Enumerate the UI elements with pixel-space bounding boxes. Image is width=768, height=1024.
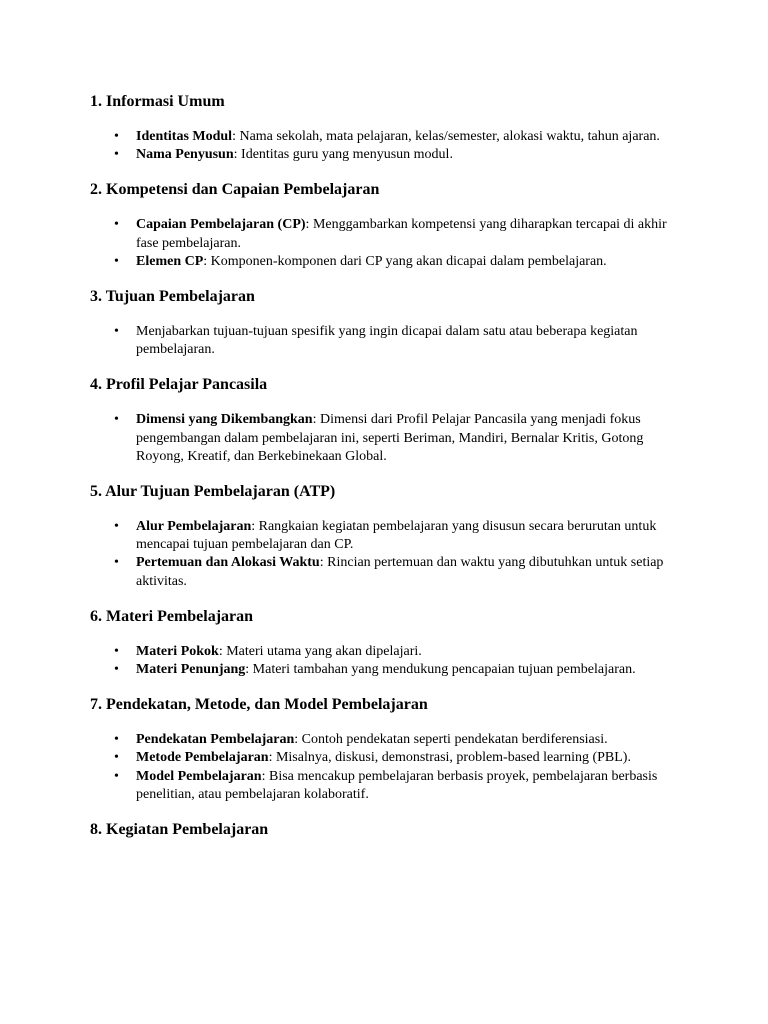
section-heading: 2. Kompetensi dan Capaian Pembelajaran <box>90 181 380 199</box>
item-term: Identitas Modul <box>136 129 233 144</box>
bullet-icon: • <box>114 768 119 784</box>
item-separator: : <box>218 643 227 659</box>
section-heading: 4. Profil Pelajar Pancasila <box>90 376 268 394</box>
bullet-icon: • <box>114 662 119 678</box>
item-term: Metode Pembelajaran <box>136 750 269 766</box>
bullet-icon: • <box>114 519 119 535</box>
document-page <box>90 92 690 856</box>
bullet-icon: • <box>114 147 119 163</box>
section-heading: 1. Informasi Umum <box>90 93 225 110</box>
bullet-list <box>90 216 690 271</box>
bullet-icon: • <box>114 253 119 269</box>
item-term: Materi Pokok <box>136 643 219 659</box>
item-term: Pendekatan Pembelajaran <box>136 732 295 748</box>
bullet-list <box>90 643 690 679</box>
item-separator: : <box>251 519 259 535</box>
list-item <box>114 643 690 661</box>
section-heading: 7. Pendekatan, Metode, dan Model Pembelajaran <box>90 696 428 714</box>
item-description: Misalnya, diskusi, demonstrasi, problem-based learning (PBL). <box>275 750 631 766</box>
item-separator: : <box>294 732 302 748</box>
list-item <box>114 128 690 146</box>
bullet-list <box>90 323 690 359</box>
item-term: Capaian Pembelajaran (CP) <box>136 217 306 233</box>
item-term: Pertemuan dan Alokasi Waktu <box>136 555 320 571</box>
list-item <box>114 216 690 252</box>
bullet-list <box>90 411 690 466</box>
bullet-list <box>90 128 690 164</box>
bullet-icon: • <box>114 732 119 748</box>
list-item <box>114 749 690 767</box>
item-description: Contoh pendekatan seperti pendekatan berdiferensiasi. <box>301 732 608 748</box>
section-heading: 3. Tujuan Pembelajaran <box>90 288 255 306</box>
item-description: Identitas guru yang menyusun modul. <box>241 147 453 163</box>
item-separator: : <box>233 147 242 163</box>
bullet-icon: • <box>114 643 119 659</box>
item-term: Materi Penunjang <box>136 662 246 678</box>
item-separator: : <box>245 662 253 678</box>
item-description: Menggambarkan kompetensi yang diharapkan tercapai di akhir fase pembelajaran. <box>136 217 667 251</box>
item-separator: : <box>312 412 320 428</box>
list-item <box>114 554 690 590</box>
item-description: Bisa mencakup pembelajaran berbasis proyek, pembelajaran berbasis penelitian, atau pembelajaran kolaboratif. <box>136 768 658 802</box>
item-term: Elemen CP <box>136 253 204 269</box>
list-item <box>114 768 690 804</box>
item-term: Alur Pembelajaran <box>136 519 252 535</box>
item-separator: : <box>261 768 269 784</box>
item-term: Nama Penyusun <box>136 147 234 163</box>
bullet-icon: • <box>114 555 119 571</box>
item-description: Materi utama yang akan dipelajari. <box>226 643 422 659</box>
item-separator: : <box>203 253 211 269</box>
item-description: Materi tambahan yang mendukung pencapaian tujuan pembelajaran. <box>252 662 636 678</box>
section-heading: 8. Kegiatan Pembelajaran <box>90 821 269 839</box>
item-term: Model Pembelajaran <box>136 768 262 784</box>
list-item <box>114 146 690 164</box>
item-description: Menjabarkan tujuan-tujuan spesifik yang ingin dicapai dalam satu atau beberapa kegiatan pembelajaran. <box>136 324 638 358</box>
item-separator: : <box>268 750 276 766</box>
bullet-list <box>90 731 690 804</box>
item-separator: : <box>305 217 313 233</box>
list-item <box>114 323 690 359</box>
item-description: Rangkaian kegiatan pembelajaran yang disusun secara berurutan untuk mencapai tujuan pembelajaran dan CP. <box>136 519 657 553</box>
item-description: Nama sekolah, mata pelajaran, kelas/semester, alokasi waktu, tahun ajaran. <box>239 129 660 144</box>
section-heading: 6. Materi Pembelajaran <box>90 607 254 625</box>
bullet-icon: • <box>114 412 119 428</box>
list-item <box>114 253 690 271</box>
list-item <box>114 411 690 466</box>
list-item <box>114 731 690 749</box>
list-item <box>114 518 690 554</box>
bullet-icon: • <box>114 217 119 233</box>
item-description: Komponen-komponen dari CP yang akan dicapai dalam pembelajaran. <box>210 253 607 269</box>
bullet-list <box>90 518 690 591</box>
item-description: Rincian pertemuan dan waktu yang dibutuhkan untuk setiap aktivitas. <box>136 555 664 589</box>
section-heading: 5. Alur Tujuan Pembelajaran (ATP) <box>90 483 336 501</box>
bullet-icon: • <box>114 324 119 340</box>
item-term: Dimensi yang Dikembangkan <box>136 412 313 428</box>
bullet-icon: • <box>114 750 119 766</box>
item-separator: : <box>232 129 240 144</box>
list-item <box>114 661 690 679</box>
item-description: Dimensi dari Profil Pelajar Pancasila yang menjadi fokus pengembangan dalam pembelajaran ini, seperti Beriman, Mandiri, Bernalar Kritis, Gotong Royong, Kreatif, dan Berkebinekaan Global. <box>136 412 644 464</box>
section-spacer <box>90 840 690 856</box>
item-separator: : <box>319 555 328 571</box>
bullet-icon: • <box>114 129 119 144</box>
